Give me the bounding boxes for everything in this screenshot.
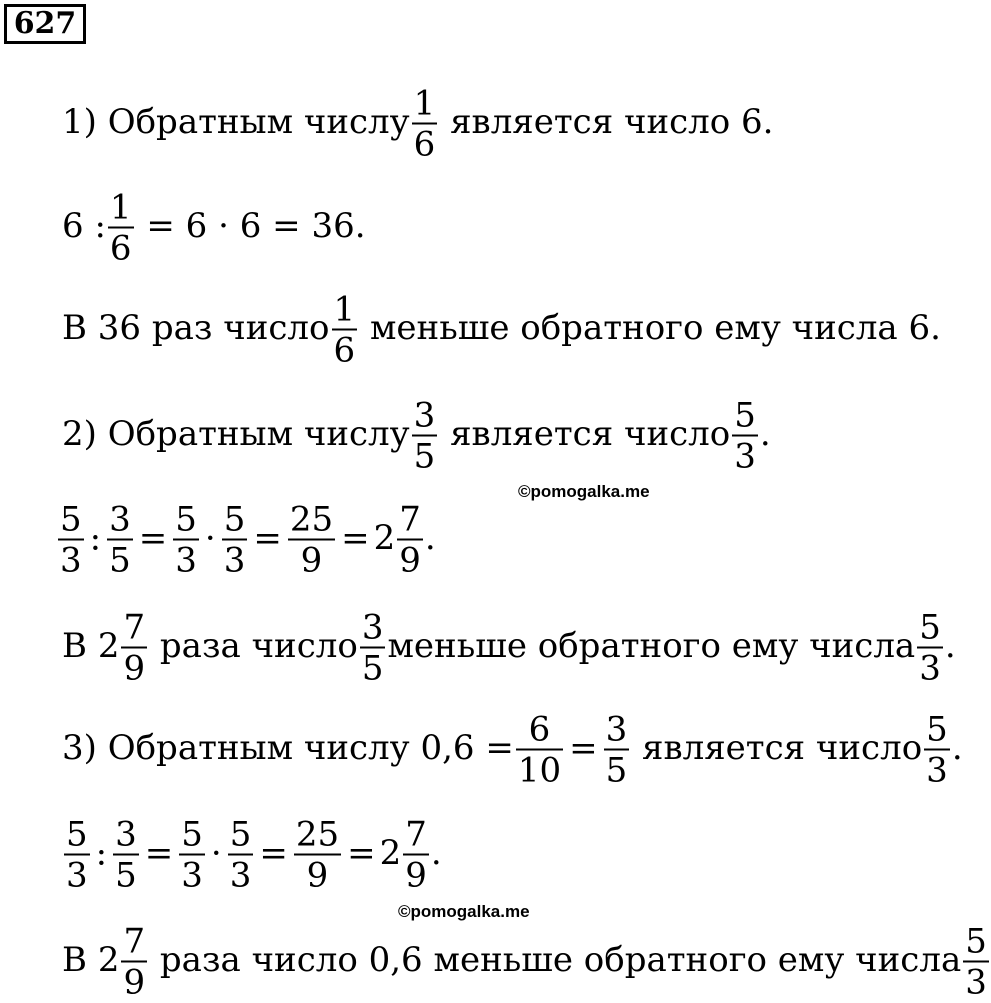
fraction-7-9: $\frac{7}{9}$ (123, 607, 146, 689)
fraction-3-5: $\frac{3}{5}$ (413, 395, 436, 477)
fraction-3-5: $\frac{3}{5}$ (605, 709, 628, 791)
part1-equation: 6 : $\frac{1}{6}$ = 6 · 6 = 36. (62, 187, 366, 269)
part1-text-a: 1) Обратным числу (62, 102, 410, 142)
fraction-5-3: $\frac{5}{3}$ (926, 709, 948, 791)
part3-statement: 3) Обратным числу 0,6 = $\frac{6}{10}$ = $\frac{3}{5}$ является число $\frac{5}{3}$ . (62, 709, 963, 791)
fraction-7-9: $\frac{7}{9}$ (123, 921, 146, 1003)
part1-conclusion: В 36 раз число $\frac{1}{6}$ меньше обратного ему числа 6. (62, 289, 941, 371)
part3-conclusion: В 2 $\frac{7}{9}$ раза число 0,6 меньше обратного ему числа $\frac{5}{3}$ (62, 921, 987, 1003)
fraction-1-6: $\frac{1}{6}$ (333, 289, 356, 371)
part1-text-b: является число 6. (450, 102, 774, 142)
part2-equation: $\frac{5}{3}$ : $\frac{3}{5}$ = $\frac{5}{3}$ · $\frac{5}{3}$ = $\frac{25}{9}$ = 2 $\frac{7}{9}$ . (60, 499, 436, 581)
fraction-5-3: $\frac{5}{3}$ (223, 499, 246, 581)
fraction-5-3: $\frac{5}{3}$ (919, 607, 941, 689)
fraction-5-3: $\frac{5}{3}$ (66, 814, 88, 896)
task-number: 627 (4, 4, 86, 44)
part2-statement: 2) Обратным числу $\frac{3}{5}$ является число $\frac{5}{3}$ . (62, 395, 771, 477)
fraction-7-9: $\frac{7}{9}$ (399, 499, 421, 581)
fraction-5-3: $\frac{5}{3}$ (60, 499, 82, 581)
fraction-7-9: $\frac{7}{9}$ (405, 814, 427, 896)
part3-equation: $\frac{5}{3}$ : $\frac{3}{5}$ = $\frac{5}{3}$ · $\frac{5}{3}$ = $\frac{25}{9}$ = 2 $\frac{7}{9}$ . (66, 814, 442, 896)
fraction-3-5: $\frac{3}{5}$ (115, 814, 137, 896)
fraction-5-3: $\frac{5}{3}$ (229, 814, 252, 896)
fraction-5-3: $\frac{5}{3}$ (965, 921, 987, 1003)
fraction-25-9: $\frac{25}{9}$ (289, 499, 334, 581)
part2-conclusion: В 2 $\frac{7}{9}$ раза число $\frac{3}{5}$ меньше обратного ему числа $\frac{5}{3}$ . (62, 607, 956, 689)
watermark: ©pomogalka.me (518, 482, 650, 501)
fraction-1-6: $\frac{1}{6}$ (109, 187, 132, 269)
watermark: ©pomogalka.me (398, 902, 530, 921)
fraction-1-6: $\frac{1}{6}$ (413, 83, 436, 165)
fraction-6-10: $\frac{6}{10}$ (517, 709, 562, 791)
fraction-5-3: $\frac{5}{3}$ (181, 814, 203, 896)
fraction-25-9: $\frac{25}{9}$ (295, 814, 340, 896)
fraction-5-3: $\frac{5}{3}$ (175, 499, 197, 581)
fraction-3-5: $\frac{3}{5}$ (361, 607, 384, 689)
fraction-5-3: $\frac{5}{3}$ (734, 395, 756, 477)
fraction-3-5: $\frac{3}{5}$ (109, 499, 131, 581)
part1-statement (62, 83, 774, 165)
